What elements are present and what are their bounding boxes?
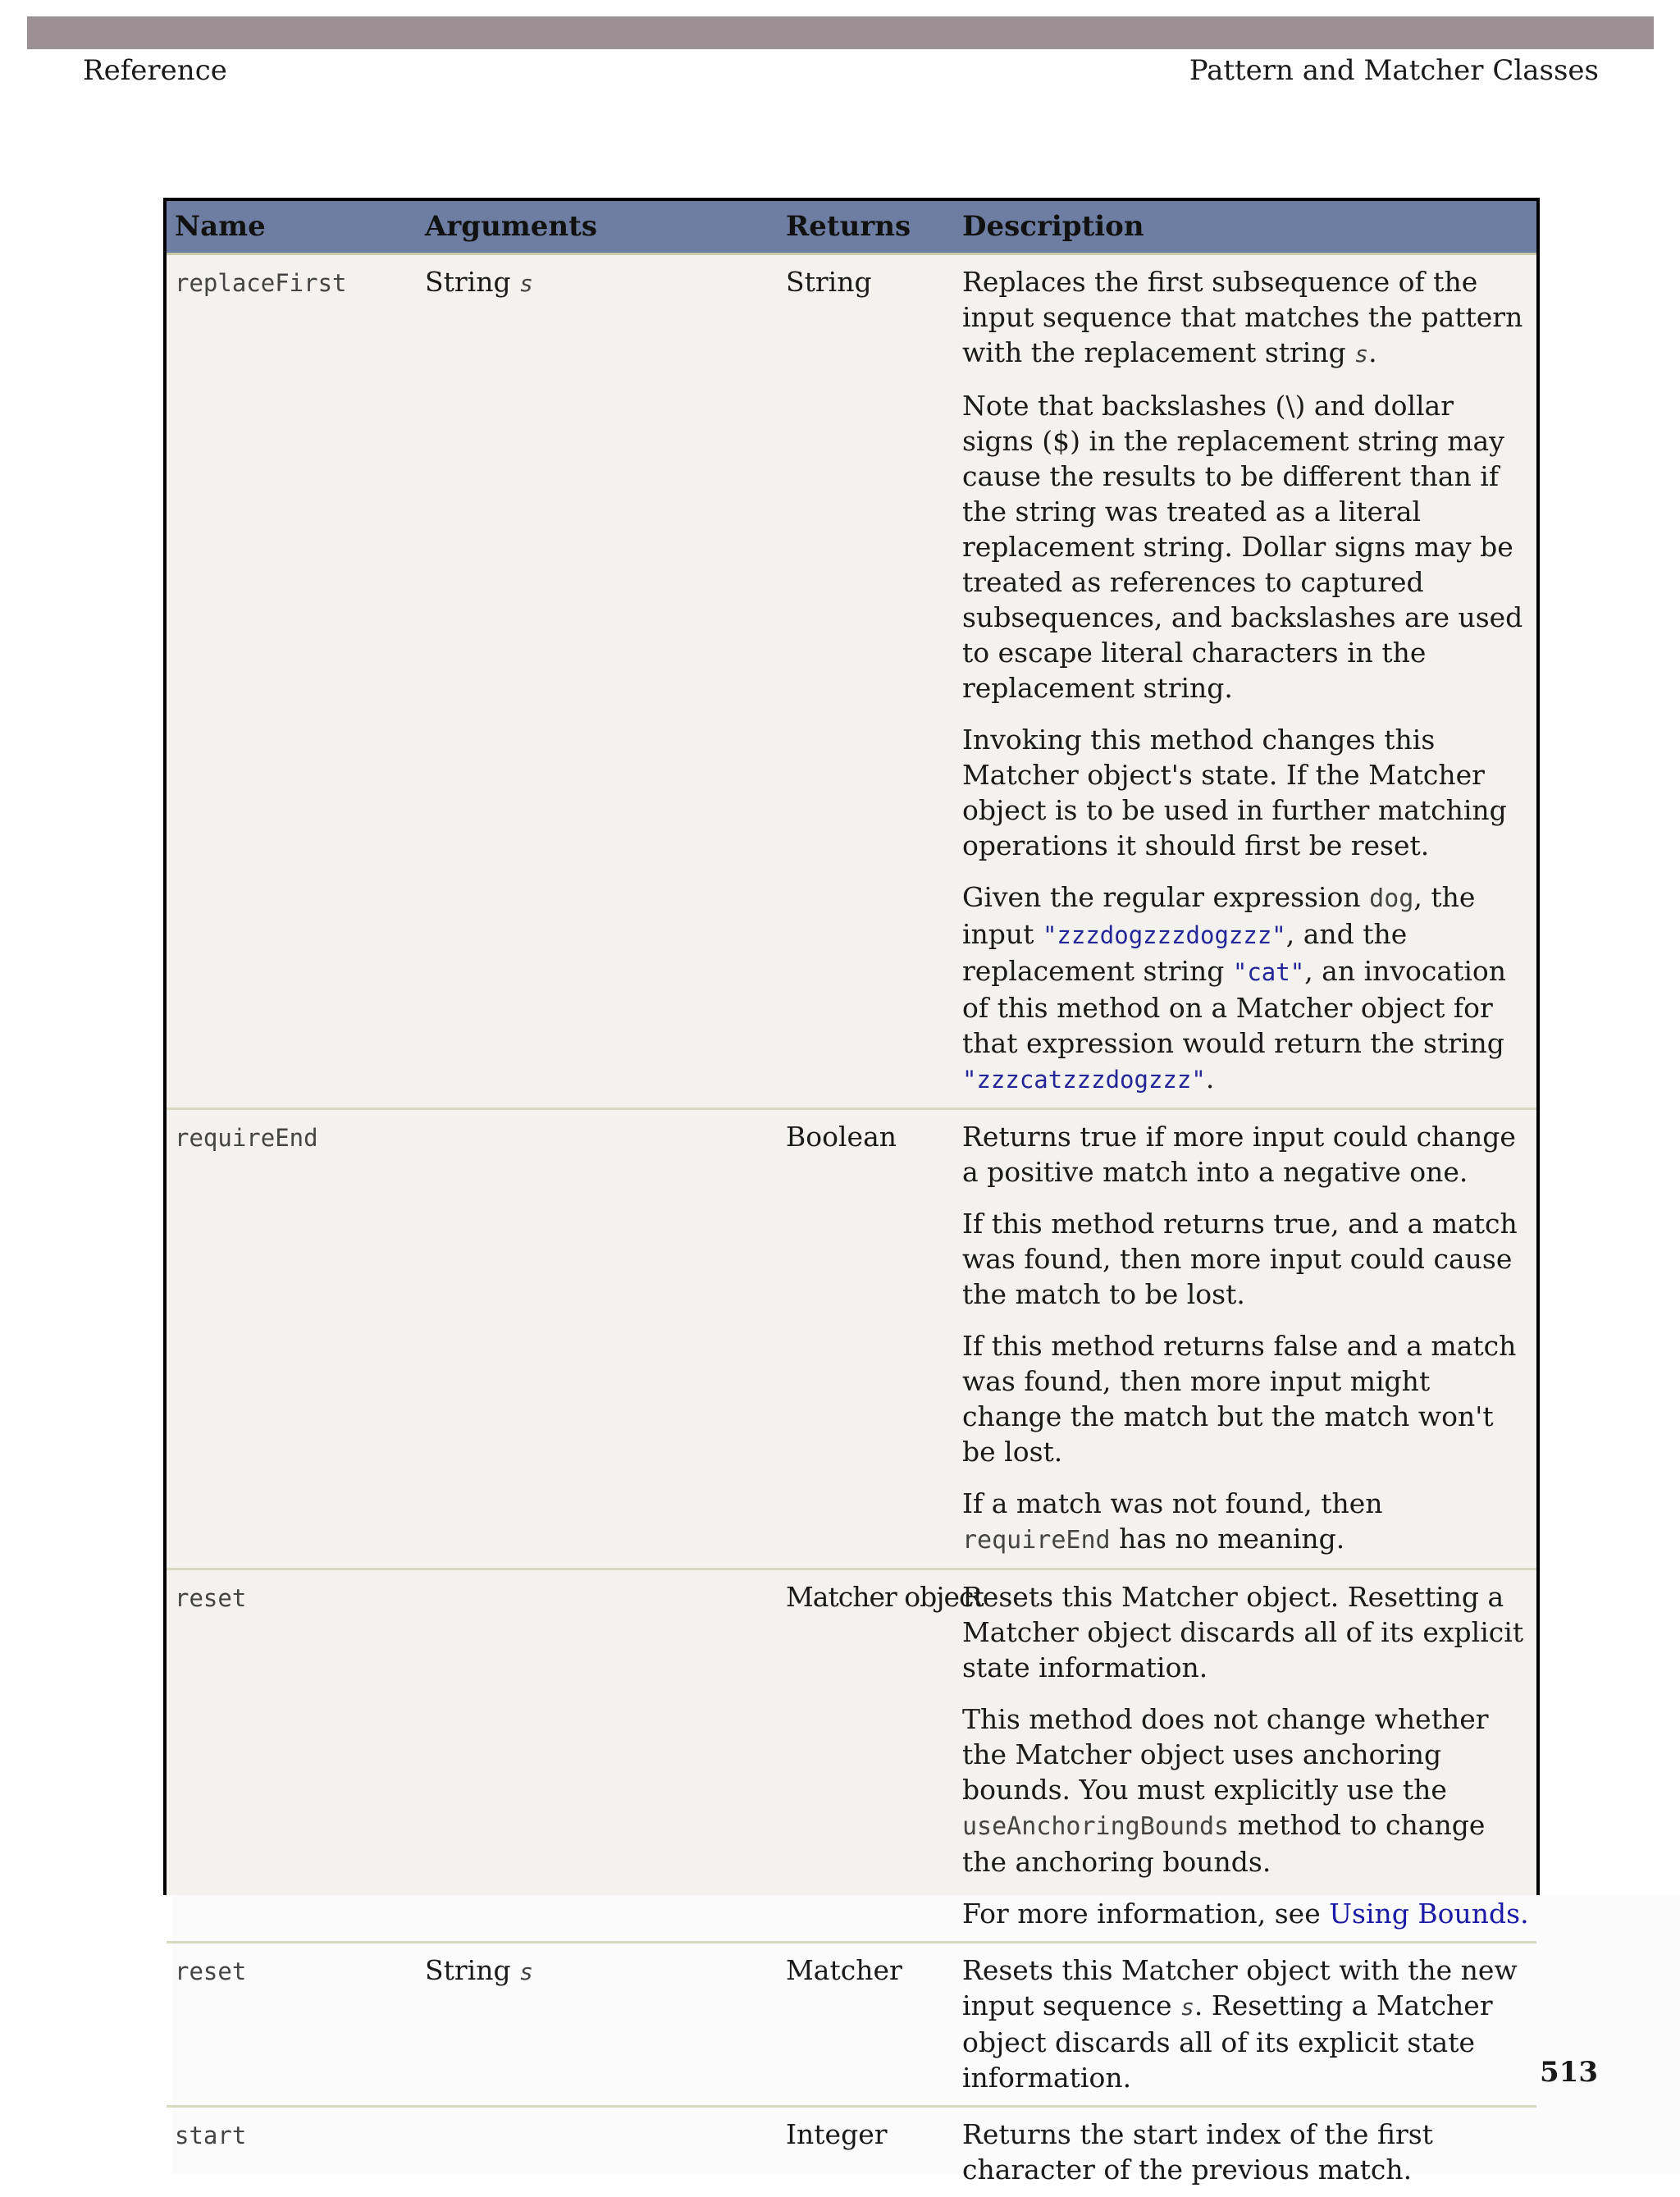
description-paragraph: Resets this Matcher object. Resetting a Matcher object discards all of its explicit state information.	[962, 1581, 1524, 1683]
argument-name: s	[519, 1958, 533, 1985]
return-type: String	[786, 266, 872, 298]
column-header-returns: Returns	[786, 210, 911, 243]
description-paragraph	[962, 1486, 1532, 1558]
description-paragraph: Returns the start index of the first character of the previous match.	[962, 2118, 1433, 2186]
table-row	[167, 1570, 1536, 1944]
description-text: Replaces the first subsequence of the input sequence that matches the pattern with the replacement string	[962, 266, 1523, 368]
description-text: method to change the anchoring bounds.	[962, 1809, 1486, 1878]
description-text: This method does not change whether the Matcher object uses anchoring bounds. You must explicitly use the	[962, 1703, 1489, 1806]
method-name: reset	[175, 1957, 247, 1985]
inline-code: dog	[1369, 884, 1414, 913]
description-paragraph	[962, 1953, 1532, 2095]
method-description	[954, 2108, 1536, 2197]
method-name: requireEnd	[175, 1124, 318, 1152]
argument-cell-empty	[417, 2108, 778, 2197]
description-paragraph	[962, 264, 1532, 372]
description-text: For more information, see	[962, 1898, 1330, 1930]
description-paragraph	[962, 1896, 1532, 1931]
description-text: Resets this Matcher object with the new input sequence	[962, 1954, 1518, 2021]
description-text: Given the regular expression	[962, 881, 1370, 913]
column-header-name: Name	[175, 210, 266, 243]
method-description	[954, 1944, 1536, 2105]
description-paragraph: Note that backslashes (\) and dollar signs ($) in the replacement string may cause the results to be different than if the string was treated as a literal replacement string. Dollar signs may be treated as references to captured subsequences, and backslashes are used to escape literal characters in the replacement string.	[962, 390, 1523, 704]
argument-cell-empty	[417, 1570, 778, 1941]
inline-code: useAnchoringBounds	[962, 1812, 1230, 1841]
description-text: , and the replacement string	[962, 918, 1408, 987]
table-row	[167, 2108, 1536, 2197]
description-paragraph: If this method returns false and a match was found, then more input might change the match but the match won't be lost.	[962, 1330, 1517, 1468]
argument-type: String	[425, 1954, 511, 1986]
header-bar	[27, 16, 1654, 49]
description-text: If a match was not found, then	[962, 1487, 1383, 1519]
argument-name: s	[519, 270, 533, 297]
method-description	[954, 1570, 1536, 1941]
column-header-description: Description	[962, 210, 1144, 243]
table-row	[167, 1944, 1536, 2108]
argument-cell-empty	[417, 1110, 778, 1568]
return-type: Matcher object	[786, 1581, 984, 1613]
header-section-label: Reference	[83, 54, 227, 87]
table-row	[167, 255, 1536, 1110]
description-text: .	[1520, 1898, 1529, 1930]
method-name: reset	[175, 1584, 247, 1612]
description-paragraph: Returns true if more input could change a positive match into a negative one.	[962, 1121, 1516, 1188]
description-paragraph: Invoking this method changes this Matcher object's state. If the Matcher object is to be used in further matching operations it should first be reset.	[962, 724, 1507, 861]
description-text: , the input	[962, 881, 1476, 950]
return-type: Boolean	[786, 1121, 897, 1153]
description-paragraph	[962, 879, 1532, 1098]
description-text: .	[1205, 1062, 1215, 1094]
method-name: replaceFirst	[175, 269, 347, 297]
return-type: Matcher	[786, 1954, 902, 1986]
table-header-row	[167, 201, 1536, 255]
description-paragraph: If this method returns true, and a match was found, then more input could cause the match to be lost.	[962, 1208, 1518, 1310]
method-description	[954, 1110, 1536, 1568]
string-literal: "zzzdogzzzdogzzz"	[1042, 921, 1286, 949]
methods-table	[163, 198, 1540, 2186]
header-chapter-title: Pattern and Matcher Classes	[1189, 54, 1599, 87]
method-description	[954, 255, 1536, 1108]
column-header-arguments: Arguments	[425, 210, 597, 243]
description-text: , an invocation of this method on a Matcher object for that expression would return the string	[962, 955, 1507, 1059]
method-name: start	[175, 2122, 247, 2149]
description-text: .	[1368, 336, 1377, 368]
table-row	[167, 1110, 1536, 1570]
return-type: Integer	[786, 2118, 888, 2150]
description-text: . Resetting a Matcher object discards all of its explicit state information.	[962, 1989, 1493, 2094]
string-literal: "zzzcatzzzdogzzz"	[962, 1066, 1206, 1094]
description-paragraph	[962, 1701, 1532, 1880]
inline-code: s	[1354, 340, 1369, 368]
page-number: 513	[1540, 2056, 1598, 2089]
description-text: has no meaning.	[1110, 1523, 1345, 1555]
inline-code: s	[1180, 1994, 1194, 2021]
argument-type: String	[425, 266, 511, 298]
inline-code: requireEnd	[962, 1526, 1111, 1555]
using-bounds-link[interactable]: Using Bounds	[1329, 1898, 1521, 1930]
string-literal: "cat"	[1232, 958, 1305, 986]
